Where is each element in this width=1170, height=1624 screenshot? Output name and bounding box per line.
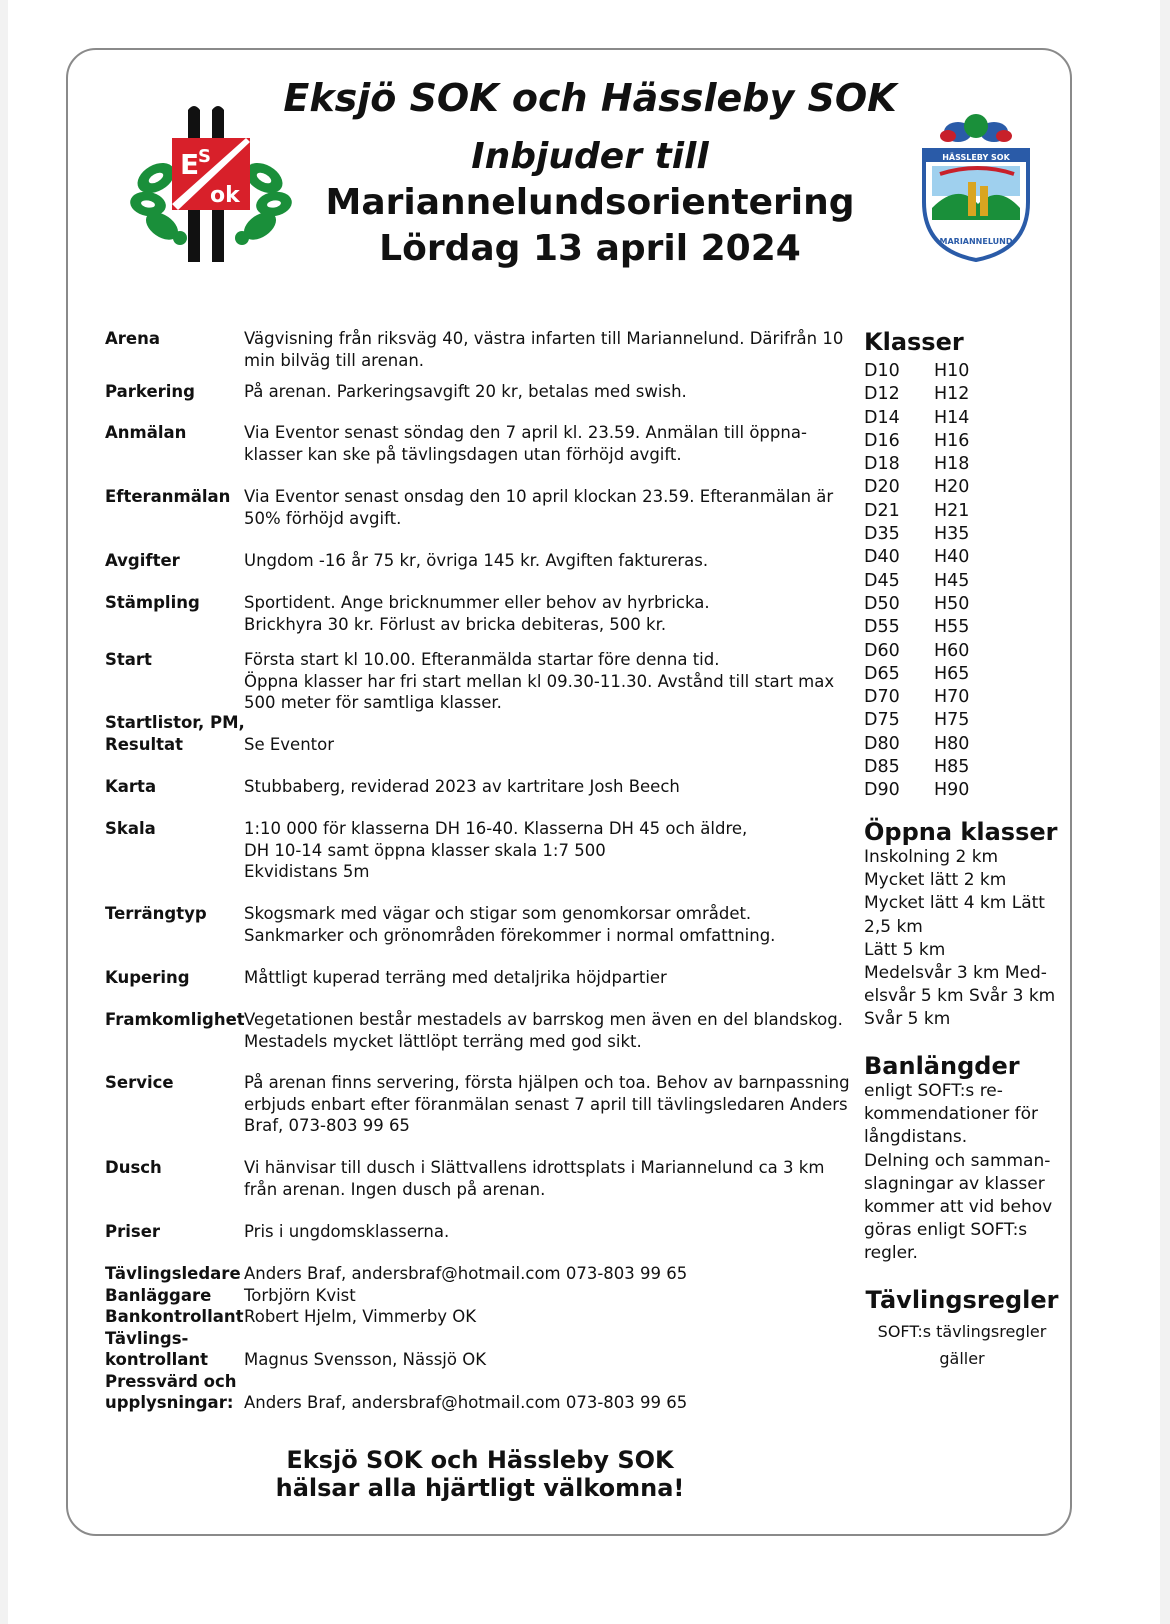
info-value: Brickhyra 30 kr. Förlust av bricka debiteras, 500 kr. xyxy=(244,614,667,634)
klass-dam: D75 xyxy=(864,710,900,731)
info-value: 1:10 000 för klasserna DH 16-40. Klasserna DH 45 och äldre, xyxy=(244,819,748,838)
official-name: Robert Hjelm, Vimmerby OK xyxy=(244,1307,477,1326)
banlangder-section xyxy=(864,1052,1052,1266)
info-value: klasser kan ske på tävlingsdagen utan förhöjd avgift. xyxy=(244,444,682,464)
info-value: På arenan. Parkeringsavgift 20 kr, betalas med swish. xyxy=(244,382,687,401)
title-event-date: Lördag 13 april 2024 xyxy=(379,228,801,269)
klass-dam: D40 xyxy=(864,547,900,568)
klass-row xyxy=(864,523,969,546)
banlangder-heading: Banlängder xyxy=(864,1052,1020,1080)
info-label: Terrängtyp xyxy=(105,904,207,923)
official-name xyxy=(244,1328,844,1350)
oppna-klass-line: elsvår 5 km Svår 3 km xyxy=(864,986,1056,1007)
info-value: DH 10-14 samt öppna klasser skala 1:7 500 xyxy=(244,840,606,860)
info-value: från arenan. Ingen dusch på arenan. xyxy=(244,1179,546,1199)
klass-dam: D16 xyxy=(864,430,900,451)
banlangder-line: Delning och samman- xyxy=(864,1150,1051,1171)
banlangder-line: regler. xyxy=(864,1243,918,1264)
official-role: upplysningar: xyxy=(105,1393,234,1412)
klass-row xyxy=(864,733,969,756)
klass-herr: H10 xyxy=(934,361,970,381)
klass-row xyxy=(864,686,969,709)
crest-bottom-text: MARIANNELUND xyxy=(939,237,1013,246)
klass-dam: D50 xyxy=(864,593,900,614)
klass-herr: H40 xyxy=(934,547,970,568)
klass-row xyxy=(864,709,969,732)
official-name: Anders Braf, andersbraf@hotmail.com 073-803 99 65 xyxy=(244,1393,688,1412)
info-label: Skala xyxy=(105,819,156,838)
klass-dam: D70 xyxy=(864,687,900,708)
klass-herr: H35 xyxy=(934,524,970,545)
info-value: Sportident. Ange bricknummer eller behov av hyrbricka. xyxy=(244,593,710,612)
info-value: Mestadels mycket lättlöpt terräng med god sikt. xyxy=(244,1031,642,1051)
info-value: Ekvidistans 5m xyxy=(244,862,370,881)
klass-herr: H14 xyxy=(934,407,970,428)
info-value-link: Se Eventor xyxy=(244,734,335,754)
info-value: Vi hänvisar till dusch i Slättvallens idrottsplats i Mariannelund ca 3 km xyxy=(244,1158,825,1177)
tavlingsregler-heading: Tävlingsregler xyxy=(865,1286,1059,1314)
info-value: Via Eventor senast onsdag den 10 april klockan 23.59. Efteranmälan är xyxy=(244,487,834,506)
klass-row xyxy=(864,616,969,639)
official-role: kontrollant xyxy=(105,1350,209,1369)
info-value: Måttligt kuperad terräng med detaljrika höjdpartier xyxy=(244,968,667,987)
klasser-heading: Klasser xyxy=(864,328,964,356)
info-value xyxy=(244,712,844,734)
klass-row xyxy=(864,476,969,499)
tavlingsregler-section xyxy=(864,1286,1060,1372)
info-value: Sankmarker och grönområden förekommer i normal omfattning. xyxy=(244,925,776,945)
oppna-klass-line: Mycket lätt 4 km Lätt xyxy=(864,893,1045,914)
oppna-klass-line: Inskolning 2 km xyxy=(864,847,999,867)
title-event-name: Mariannelundsorientering xyxy=(325,182,855,223)
klass-herr: H16 xyxy=(934,430,970,451)
klass-dam: D14 xyxy=(864,407,900,428)
klass-dam: D80 xyxy=(864,733,900,754)
klass-row xyxy=(864,407,969,430)
info-value: Via Eventor senast söndag den 7 april kl. 23.59. Anmälan till öppna- xyxy=(244,423,807,442)
oppna-klasser-heading: Öppna klasser xyxy=(864,818,1058,846)
info-label: Stämpling xyxy=(105,593,200,612)
oppna-klass-line: Lätt 5 km xyxy=(864,939,946,960)
info-value: min bilväg till arenan. xyxy=(244,350,425,370)
official-role: Pressvärd och xyxy=(105,1371,237,1391)
official-name: Anders Braf, andersbraf@hotmail.com 073-803 99 65 xyxy=(244,1264,688,1283)
info-label: Karta xyxy=(105,777,157,796)
klass-dam: D85 xyxy=(864,757,900,778)
info-label: Anmälan xyxy=(105,423,187,442)
info-label: Arena xyxy=(105,329,160,348)
oppna-klasser-section xyxy=(864,818,1057,1032)
info-value: Ungdom -16 år 75 kr, övriga 145 kr. Avgiften faktureras. xyxy=(244,551,709,570)
info-label: Resultat xyxy=(105,734,184,754)
banlangder-line: slagningar av klasser xyxy=(864,1173,1045,1194)
official-role: Banläggare xyxy=(105,1285,212,1305)
klass-row xyxy=(864,756,969,779)
info-value: Vegetationen består mestadels av barrskog men även en del blandskog. xyxy=(244,1010,843,1029)
klasser-list xyxy=(864,360,969,803)
title-invites: Inbjuder till xyxy=(471,136,709,177)
klass-herr: H20 xyxy=(934,477,970,498)
info-value: Braf, 073-803 99 65 xyxy=(244,1116,410,1135)
footer-line-organizers: Eksjö SOK och Hässleby SOK xyxy=(286,1446,674,1474)
klass-row xyxy=(864,430,969,453)
info-label: Start xyxy=(105,650,152,669)
logo-letter-e: E xyxy=(180,148,200,181)
info-label: Efteranmälan xyxy=(105,487,231,506)
official-name xyxy=(244,1371,844,1393)
banlangder-line: enligt SOFT:s re- xyxy=(864,1081,1003,1101)
klass-row xyxy=(864,640,969,663)
info-value: 50% förhöjd avgift. xyxy=(244,508,402,528)
klass-herr: H12 xyxy=(934,384,970,405)
info-label: Service xyxy=(105,1073,174,1092)
klass-row xyxy=(864,593,969,616)
klass-herr: H21 xyxy=(934,500,970,521)
banlangder-line: göras enligt SOFT:s xyxy=(864,1220,1028,1241)
welcome-footer xyxy=(240,1446,720,1502)
klass-row xyxy=(864,453,969,476)
banlangder-line: kommer att vid behov xyxy=(864,1197,1053,1218)
klass-row xyxy=(864,546,969,569)
klass-herr: H50 xyxy=(934,593,970,614)
info-label: Avgifter xyxy=(105,551,180,570)
logo-letters-ok: ok xyxy=(210,183,240,208)
klass-herr: H80 xyxy=(934,733,970,754)
oppna-klass-line: 2,5 km xyxy=(864,916,923,937)
klass-dam: D18 xyxy=(864,454,900,475)
crest-flower-icon xyxy=(940,114,1012,142)
klass-dam: D90 xyxy=(864,780,900,801)
info-value: På arenan finns servering, första hjälpen och toa. Behov av barnpassning xyxy=(244,1073,850,1092)
banlangder-text xyxy=(864,1080,1052,1266)
banlangder-line: kommendationer för xyxy=(864,1104,1038,1125)
oppna-klass-line: Medelsvår 3 km Med- xyxy=(864,963,1047,984)
klass-row xyxy=(864,663,969,686)
klass-herr: H85 xyxy=(934,757,970,778)
info-value: Pris i ungdomsklasserna. xyxy=(244,1222,450,1241)
klass-herr: H60 xyxy=(934,640,970,661)
info-value: Skogsmark med vägar och stigar som genomkorsar området. xyxy=(244,904,752,923)
info-value: Stubbaberg, reviderad 2023 av kartritare Josh Beech xyxy=(244,777,680,796)
klass-dam: D65 xyxy=(864,663,900,684)
official-role: Tävlings- xyxy=(105,1328,189,1348)
klass-dam: D20 xyxy=(864,477,900,498)
footer-line-welcome: hälsar alla hjärtligt välkomna! xyxy=(275,1474,685,1502)
regler-line: gäller xyxy=(939,1349,985,1368)
tavlingsregler-text xyxy=(864,1318,1060,1372)
official-name: Torbjörn Kvist xyxy=(244,1285,356,1305)
info-value: 500 meter för samtliga klasser. xyxy=(244,693,502,712)
klass-herr: H70 xyxy=(934,687,970,708)
info-label: Startlistor, PM, xyxy=(105,713,245,732)
klass-dam: D21 xyxy=(864,500,900,521)
crest-top-text: HÄSSLEBY SOK xyxy=(942,153,1010,162)
info-value: erbjuds enbart efter föranmälan senast 7 april till tävlingsledaren Anders xyxy=(244,1094,848,1114)
klass-dam: D45 xyxy=(864,570,900,591)
banlangder-line: långdistans. xyxy=(864,1127,968,1148)
klass-dam: D60 xyxy=(864,640,900,661)
klass-row xyxy=(864,383,969,406)
info-label: Priser xyxy=(105,1222,161,1241)
klass-dam: D35 xyxy=(864,524,900,545)
klass-herr: H90 xyxy=(934,780,970,801)
klass-row xyxy=(864,360,969,383)
info-value: Öppna klasser har fri start mellan kl 09.30-11.30. Avstånd till start max xyxy=(244,671,835,691)
info-label: Kupering xyxy=(105,968,190,987)
oppna-klass-line: Mycket lätt 2 km xyxy=(864,870,1007,891)
klass-dam: D12 xyxy=(864,384,900,405)
logo-letter-s: S xyxy=(198,146,211,167)
official-name: Magnus Svensson, Nässjö OK xyxy=(244,1350,487,1369)
oppna-klasser-list xyxy=(864,846,1057,1032)
klass-dam: D55 xyxy=(864,617,900,638)
klass-row xyxy=(864,779,969,802)
info-label: Parkering xyxy=(105,382,195,401)
klass-herr: H55 xyxy=(934,617,970,638)
info-value: Första start kl 10.00. Efteranmälda startar före denna tid. xyxy=(244,650,720,669)
info-label: Dusch xyxy=(105,1158,162,1177)
regler-line: SOFT:s tävlingsregler xyxy=(877,1322,1047,1341)
info-value: Vägvisning från riksväg 40, västra infarten till Mariannelund. Därifrån 10 xyxy=(244,329,844,348)
klass-herr: H75 xyxy=(934,710,970,731)
title-organizers: Eksjö SOK och Hässleby SOK xyxy=(283,76,897,120)
oppna-klass-line: Svår 5 km xyxy=(864,1009,951,1030)
klass-herr: H45 xyxy=(934,570,970,591)
klass-row xyxy=(864,500,969,523)
info-label: Framkomlighet xyxy=(105,1010,245,1029)
klass-dam: D10 xyxy=(864,361,900,381)
klass-row xyxy=(864,570,969,593)
klass-herr: H65 xyxy=(934,663,970,684)
official-role: Tävlingsledare xyxy=(105,1264,241,1283)
official-role: Bankontrollant xyxy=(105,1307,244,1326)
klass-herr: H18 xyxy=(934,454,970,475)
